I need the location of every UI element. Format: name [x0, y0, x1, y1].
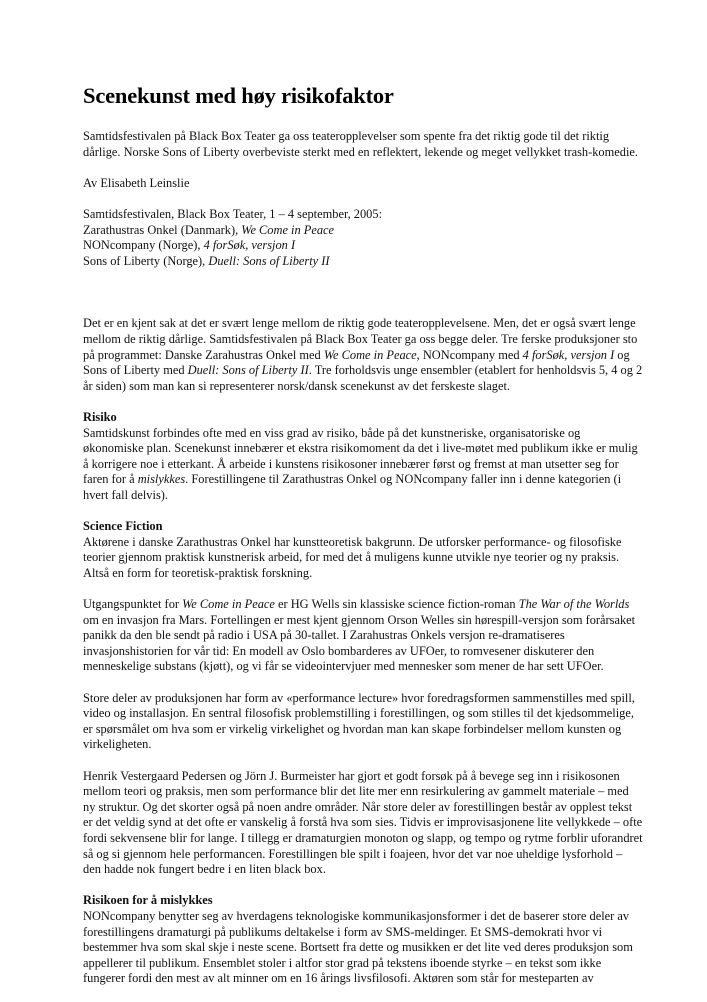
text-italic: We Come in Peace [182, 597, 275, 612]
festival-info [83, 207, 643, 269]
spacer [83, 269, 643, 316]
production-title: We Come in Peace [241, 222, 335, 237]
production-line [83, 254, 643, 270]
festival-line: Samtidsfestivalen, Black Box Teater, 1 – 4 september, 2005: [83, 206, 383, 221]
section-heading-mislykkes: Risikoen for å mislykkes [83, 893, 213, 908]
article [83, 83, 643, 1002]
section-heading-risiko: Risiko [83, 409, 117, 424]
text: og Sons of Liberty med [83, 347, 630, 378]
production-group: Zarathustras Onkel (Danmark), [83, 222, 242, 237]
text-italic: 4 forSøk, versjon I [522, 347, 615, 362]
byline: Av Elisabeth Leinslie [83, 175, 190, 190]
text: Samtidskunst forbindes ofte med en viss grad av risiko, både på det kunstneriske, organisatoriske og økonomiske plan. Scenekunst innebærer et ekstra risikomoment da det i live-møtet med publikum ikke er mulig å korrigere noe i etterkant. Å arbeide i kunstens risikosoner innebærer først og fremst at man utsetter seg for faren for å [83, 425, 638, 487]
text: Utgangspunktet for [83, 597, 183, 612]
scifi-paragraph-2 [83, 597, 643, 675]
text-italic: mislykkes [137, 472, 186, 487]
text-italic: We Come in Peace [323, 347, 417, 362]
article-lead: Samtidsfestivalen på Black Box Teater ga oss teateropplevelser som spente fra det riktig gode til det riktig dårlige. Norske Sons of Liberty overbeviste sterkt med en reflektert, lekende og meget vellykket trash-komedie. [83, 129, 638, 159]
production-line [83, 223, 643, 239]
production-line [83, 238, 643, 254]
text-italic: Duell: Sons of Liberty II [187, 363, 309, 378]
risiko-paragraph [83, 426, 643, 504]
text-italic: The War of the Worlds [518, 597, 630, 612]
production-group: NONcompany (Norge), [83, 238, 204, 253]
production-title: Duell: Sons of Liberty II [208, 253, 330, 268]
mislykkes-paragraph-1: NONcompany benytter seg av hverdagens teknologiske kommunikasjonsformer i det de baserer store deler av forestillingens dramaturgi på publikums deltakelse i form av SMS-meldinger. Et SMS-demokrati hvor vi bestemmer hva som skal skje i neste scene. Bortsett fra dette og musikken er det lite ved deres produksjon som appellerer til publikum. Ensemblet stoler i altfor stor grad på tekstens iboende styrke – en tekst som ikke fungerer fordi den mest av alt minner om en 16 årings livsfilosofi. Aktøren som står for mesteparten av [83, 908, 633, 986]
section-heading-science-fiction: Science Fiction [83, 519, 163, 534]
intro-paragraph [83, 316, 643, 394]
text: . Forestillingene til Zarathustras Onkel og NONcompany faller inn i denne kategorien (i hvert fall delvis). [83, 472, 622, 502]
production-group: Sons of Liberty (Norge), [83, 253, 209, 268]
text: Det er en kjent sak at det er svært lenge mellom de riktig gode teateropplevelsene. Men, det er også svært lenge mellom de riktig dårlige. Samtidsfestivalen på Black Box Teater ga oss begge deler. Tre ferske produksjoner sto på programmet: Danske Zarahustras Onkel med [83, 316, 638, 362]
text: , NONcompany med [416, 347, 523, 362]
text: om en invasjon fra Mars. Fortellingen er mest kjent gjennom Orson Welles sin hørespill-versjon som forårsaket panikk da den ble sendt på radio i USA på 30-tallet. I Zarahustras Onkels versjon re-dramatiseres invasjonshistorien for vår tid: En modell av Oslo bombarderes av UFOer, to romvesener diskuterer den menneskelige substans (kjøtt), og vi får se videointervjuer med mennesker som mener de har sett UFOer. [83, 612, 636, 674]
scifi-paragraph-3: Store deler av produksjonen har form av «performance lecture» hvor foredragsformen sammenstilles med spill, video og installasjon. En sentral filosofisk problemstilling i forestillingen, og som stilles til det kjedsommelige, er spørsmålet om hva som er virkelig virkelighet og hvordan man kan skape forbindelser mellom kunsten og virkeligheten. [83, 690, 635, 752]
scifi-paragraph-1: Aktørene i danske Zarathustras Onkel har kunstteoretisk bakgrunn. De utforsker performance- og filosofiske teorier gjennom praktisk kunstnerisk arbeid, for med det å muligens kunne utvikle nye teorier og ny praksis. Altså en form for teoretisk-praktisk forskning. [83, 534, 622, 580]
text: . Tre forholdsvis unge ensembler (etablert for henholdsvis 5, 4 og 2 år siden) som man kan si representerer norsk/dansk scenekunst av det ferskeste slaget. [83, 363, 643, 393]
text: er HG Wells sin klassiske science fiction-roman [274, 597, 519, 612]
scifi-paragraph-4: Henrik Vestergaard Pedersen og Jörn J. Burmeister har gjort et godt forsøk på å bevege seg inn i risikosonen mellom teori og praksis, men som performance blir det lite mer enn resirkulering av gammelt materiale – med ny struktur. Og det skorter også på noen andre områder. Når store deler av forestillingen består av opplest tekst er det veldig synd at det ofte er vanskelig å forstå hva som sies. Tidvis er improvisasjonene lite vellykkede – ofte fordi sekvensene blir for lange. I tillegg er dramaturgien monoton og slapp, og tempo og rytme forblir uforandret så og si gjennom hele performancen. Forestillingen ble spilt i foajeen, hvor det var noe uheldige lysforhold – den hadde nok fungert bedre i en liten black box. [83, 768, 643, 877]
production-title: 4 forSøk, versjon I [203, 238, 296, 253]
article-title: Scenekunst med høy risikofaktor [83, 83, 394, 108]
